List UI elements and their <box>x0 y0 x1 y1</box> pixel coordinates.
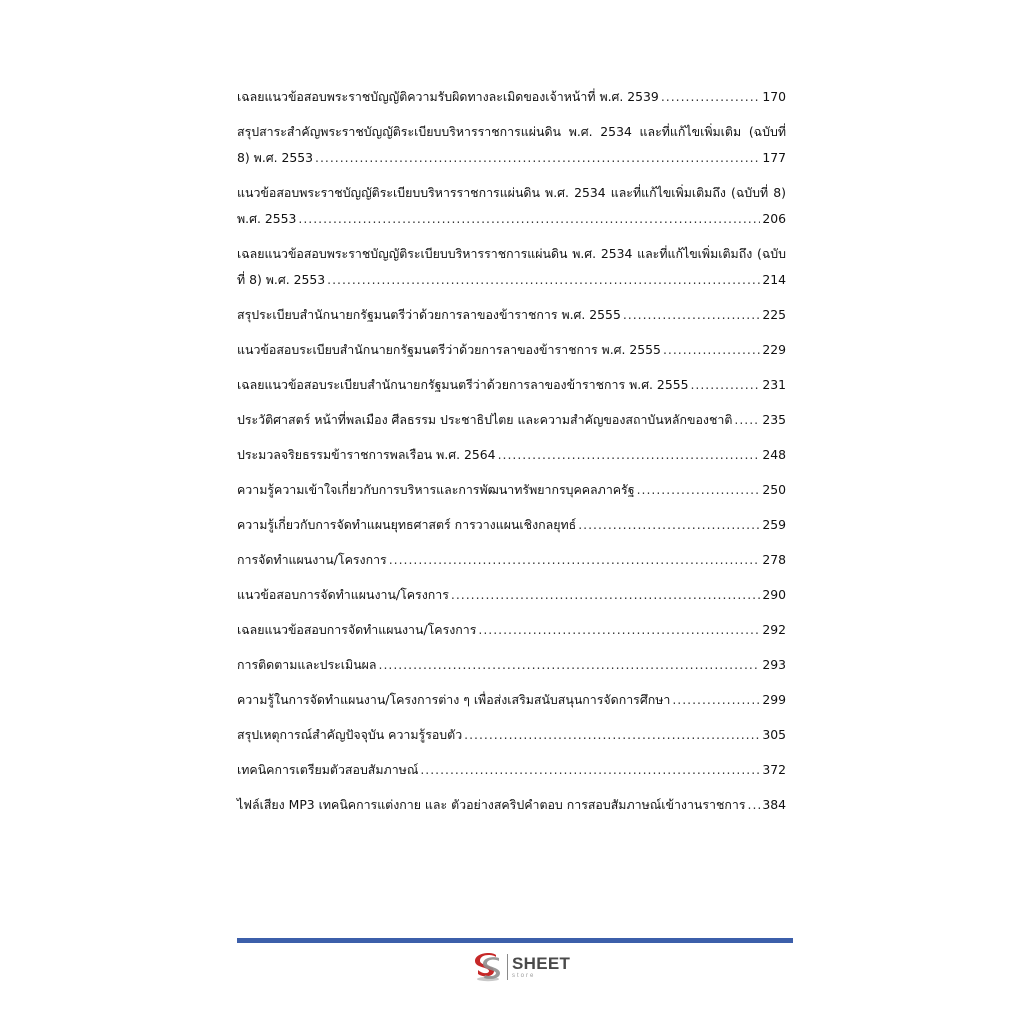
sheet-store-logo <box>472 951 570 983</box>
table-of-contents <box>237 84 786 827</box>
toc-entry-title-line: สรุปสาระสำคัญพระราชบัญญัติระเบียบบริหารราชการแผ่นดิน พ.ศ. 2534 และที่แก้ไขเพิ่มเติม (ฉบับที่ <box>237 124 786 139</box>
toc-entry-line <box>237 477 786 503</box>
toc-page-number: 259 <box>762 517 786 532</box>
logo-subword: store <box>512 973 536 979</box>
toc-page-number: 250 <box>762 482 786 497</box>
logo-word: SHEET <box>512 954 571 973</box>
toc-entry <box>237 241 786 293</box>
dot-leader <box>672 687 760 713</box>
toc-entry <box>237 722 786 748</box>
toc-entry-title: การติดตามและประเมินผล <box>237 657 377 672</box>
toc-page-number: 177 <box>762 150 786 165</box>
toc-entry-line <box>237 757 786 783</box>
toc-page-number: 229 <box>762 342 786 357</box>
toc-page-number: 299 <box>762 692 786 707</box>
toc-entry <box>237 442 786 468</box>
toc-entry-line <box>237 617 786 643</box>
logo-divider <box>507 954 508 980</box>
toc-entry-line <box>237 792 786 818</box>
toc-entry-title: แนวข้อสอบระเบียบสำนักนายกรัฐมนตรีว่าด้วยการลาของข้าราชการ พ.ศ. 2555 <box>237 342 661 357</box>
toc-entry <box>237 407 786 433</box>
dot-leader <box>478 617 760 643</box>
footer-rule <box>237 938 793 943</box>
toc-entry-line <box>237 722 786 748</box>
toc-entry-line <box>237 337 786 363</box>
toc-entry-title: การจัดทำแผนงาน/โครงการ <box>237 552 387 567</box>
dot-leader <box>451 582 760 608</box>
toc-page-number: 235 <box>762 412 786 427</box>
toc-entry <box>237 547 786 573</box>
toc-entry <box>237 582 786 608</box>
toc-entry-line <box>237 84 786 110</box>
dot-leader <box>661 84 761 110</box>
toc-entry-title: ที่ 8) พ.ศ. 2553 <box>237 272 326 287</box>
toc-entry-line <box>237 372 786 398</box>
toc-page-number: 292 <box>762 622 786 637</box>
toc-page-number: 248 <box>762 447 786 462</box>
dot-leader <box>663 337 760 363</box>
toc-entry-title: เทคนิคการเตรียมตัวสอบสัมภาษณ์ <box>237 762 419 777</box>
toc-entry <box>237 337 786 363</box>
toc-entry-line <box>237 687 786 713</box>
logo-text <box>512 955 570 979</box>
toc-page-number: 214 <box>762 272 786 287</box>
toc-entry-title: พ.ศ. 2553 <box>237 211 297 226</box>
toc-entry-line <box>237 267 786 293</box>
toc-entry-title-line: แนวข้อสอบพระราชบัญญัติระเบียบบริหารราชการแผ่นดิน พ.ศ. 2534 และที่แก้ไขเพิ่มเติมถึง (ฉบับที่ 8) <box>237 185 786 200</box>
toc-entry-title: ประมวลจริยธรรมข้าราชการพลเรือน พ.ศ. 2564 <box>237 447 496 462</box>
toc-entry-line <box>237 512 786 538</box>
toc-page-number: 231 <box>762 377 786 392</box>
toc-entry <box>237 372 786 398</box>
dot-leader <box>578 512 760 538</box>
dot-leader <box>464 722 760 748</box>
toc-page-number: 278 <box>762 552 786 567</box>
toc-entry-line <box>237 407 786 433</box>
toc-entry <box>237 477 786 503</box>
dot-leader <box>498 442 761 468</box>
toc-entry <box>237 652 786 678</box>
toc-page-number: 384 <box>762 797 786 812</box>
dot-leader <box>748 792 761 818</box>
toc-entry-line <box>237 206 786 232</box>
toc-entry-title: ประวัติศาสตร์ หน้าที่พลเมือง ศีลธรรม ประชาธิปไตย และความสำคัญของสถาบันหลักของชาติ <box>237 412 733 427</box>
toc-entry <box>237 180 786 232</box>
toc-entry-title: ความรู้ในการจัดทำแผนงาน/โครงการต่าง ๆ เพื่อส่งเสริมสนับสนุนการจัดการศึกษา <box>237 692 671 707</box>
toc-entry <box>237 757 786 783</box>
toc-entry-title: ไฟล์เสียง MP3 เทคนิคการแต่งกาย และ ตัวอย่างสคริปคำตอบ การสอบสัมภาษณ์เข้างานราชการ <box>237 797 746 812</box>
toc-entry <box>237 687 786 713</box>
toc-entry-line <box>237 582 786 608</box>
dot-leader <box>327 267 760 293</box>
dot-leader <box>298 206 760 232</box>
dot-leader <box>389 547 761 573</box>
toc-entry <box>237 617 786 643</box>
toc-entry-title-line: เฉลยแนวข้อสอบพระราชบัญญัติระเบียบบริหารราชการแผ่นดิน พ.ศ. 2534 และที่แก้ไขเพิ่มเติมถึง (ฉบับ <box>237 246 786 261</box>
dot-leader <box>623 302 761 328</box>
toc-page-number: 293 <box>762 657 786 672</box>
dot-leader <box>734 407 760 433</box>
toc-entry <box>237 119 786 171</box>
toc-page-number: 206 <box>762 211 786 226</box>
toc-entry-title: เฉลยแนวข้อสอบพระราชบัญญัติความรับผิดทางละเมิดของเจ้าหน้าที่ พ.ศ. 2539 <box>237 89 659 104</box>
toc-entry-line <box>237 442 786 468</box>
toc-page-number: 170 <box>762 89 786 104</box>
toc-entry-line <box>237 145 786 171</box>
toc-entry <box>237 84 786 110</box>
toc-entry-line <box>237 302 786 328</box>
dot-leader <box>637 477 761 503</box>
toc-entry-title: 8) พ.ศ. 2553 <box>237 150 314 165</box>
toc-entry-title: สรุประเบียบสำนักนายกรัฐมนตรีว่าด้วยการลาของข้าราชการ พ.ศ. 2555 <box>237 307 621 322</box>
toc-entry-title: เฉลยแนวข้อสอบระเบียบสำนักนายกรัฐมนตรีว่าด้วยการลาของข้าราชการ พ.ศ. 2555 <box>237 377 689 392</box>
dot-leader <box>420 757 760 783</box>
toc-entry-line <box>237 652 786 678</box>
toc-page-number: 305 <box>762 727 786 742</box>
toc-page-number: 290 <box>762 587 786 602</box>
toc-entry <box>237 792 786 818</box>
dot-leader <box>315 145 760 171</box>
toc-entry <box>237 302 786 328</box>
toc-entry-title: แนวข้อสอบการจัดทำแผนงาน/โครงการ <box>237 587 449 602</box>
toc-entry-line <box>237 547 786 573</box>
toc-entry <box>237 512 786 538</box>
sheet-store-logo-icon <box>472 951 504 983</box>
dot-leader <box>690 372 760 398</box>
toc-entry-title: ความรู้ความเข้าใจเกี่ยวกับการบริหารและการพัฒนาทรัพยากรบุคคลภาครัฐ <box>237 482 635 497</box>
toc-entry-title: เฉลยแนวข้อสอบการจัดทำแผนงาน/โครงการ <box>237 622 477 637</box>
toc-page-number: 372 <box>762 762 786 777</box>
toc-entry-title: สรุปเหตุการณ์สำคัญปัจจุบัน ความรู้รอบตัว <box>237 727 463 742</box>
dot-leader <box>379 652 761 678</box>
toc-page-number: 225 <box>762 307 786 322</box>
toc-entry-title: ความรู้เกี่ยวกับการจัดทำแผนยุทธศาสตร์ การวางแผนเชิงกลยุทธ์ <box>237 517 577 532</box>
